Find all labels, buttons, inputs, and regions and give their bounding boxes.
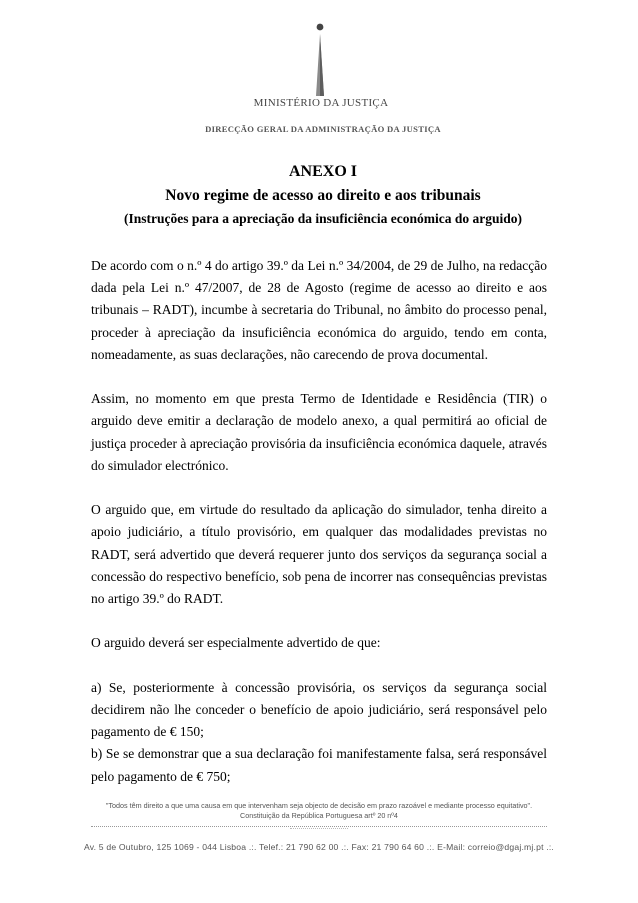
paragraph-warning-a: a) Se, posteriormente à concessão provisória, os serviços da segurança social decidirem não lhe conceder o benefício de apoio judiciário, será responsável pelo pagamento de € 150; [91, 679, 547, 740]
document-subtitle: Novo regime de acesso ao direito e aos tribunais [165, 187, 481, 204]
annex-title: ANEXO I [288, 163, 357, 180]
paragraph-warning-intro: O arguido deverá ser especialmente advertido de que: [91, 635, 381, 651]
direction-name: DIRECÇÃO GERAL DA ADMINISTRAÇÃO DA JUSTIÇA [205, 124, 441, 134]
footer-constitution-quote [0, 801, 638, 821]
footer-quote-source: Constituição da República Portuguesa artº 20 nº4 [240, 811, 398, 820]
footer-address: Av. 5 de Outubro, 125 1069 - 044 Lisboa .:. Telef.: 21 790 62 00 .:. Fax: 21 790 64 60 .:. E-Mail: correio@dgaj.mj.pt .:. [83, 842, 555, 852]
footer-divider [91, 826, 547, 827]
paragraph-simulator-result: O arguido que, em virtude do resultado da aplicação do simulador, tenha direito a apoio judiciário, a título provisório, em qualquer das modalidades previstas no RADT, será advertido que deverá requerer junto dos serviços da segurança social a concessão do respectivo benefício, sob pena de incorrer nas consequências previstas no artigo 39.º do RADT. [91, 502, 547, 607]
instructions-heading: (Instruções para a apreciação da insuficiência económica do arguido) [124, 211, 522, 226]
ministry-name: MINISTÉRIO DA JUSTIÇA [253, 97, 389, 109]
paragraph-legal-basis: De acordo com o n.º 4 do artigo 39.º da Lei n.º 34/2004, de 29 de Julho, na redacção dada pela Lei n.º 47/2007, de 28 de Agosto (regime de acesso ao direito e aos tribunais – RADT), incumbe à secretaria do Tribunal, no âmbito do processo penal, proceder à apreciação da insuficiência económica do arguido, tendo em conta, nomeadamente, as suas declarações, não carecendo de prova documental. [91, 258, 547, 362]
document-body [91, 255, 547, 788]
paragraph-tir-declaration: Assim, no momento em que presta Termo de Identidade e Residência (TIR) o arguido deve emitir a declaração de modelo anexo, a qual permitirá ao oficial de justiça proceder à apreciação provisória da insuficiência económica daquele, através do simulador electrónico. [91, 391, 547, 473]
footer-mini-divider [290, 828, 348, 829]
ministry-emblem-icon [305, 22, 335, 96]
paragraph-warning-b: b) Se se demonstrar que a sua declaração foi manifestamente falsa, será responsável pelo pagamento de € 750; [91, 746, 547, 784]
footer-quote-text: "Todos têm direito a que uma causa em que intervenham seja objecto de decisão em prazo razoável e mediante processo equitativo". [105, 801, 533, 810]
